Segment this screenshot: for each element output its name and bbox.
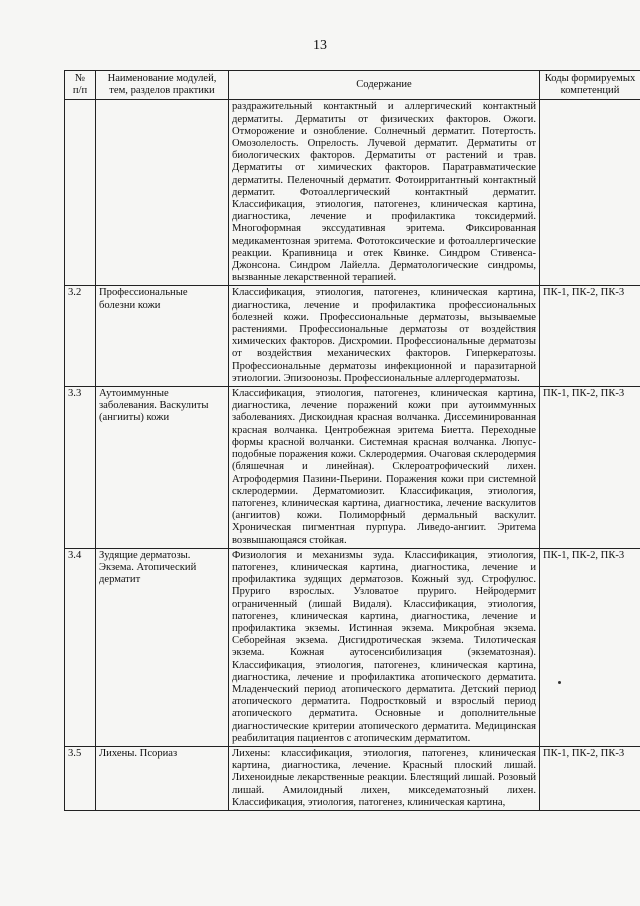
row-name: Профессиональные болезни кожи: [96, 286, 229, 387]
row-codes: [540, 100, 640, 286]
row-content: Лихены: классификация, этиология, патогенез, клиническая картина, диагностика, лечение. Красный плоский лишай. Лихеноидные лекарственные реакции. Блестящий лишай. Розовый лишай. Амилоидный лихен, микседематозный лихен. Классификация, этиология, патогенез, клиническая картина,: [229, 746, 540, 810]
table-row: [65, 100, 640, 286]
table-row: [65, 286, 640, 387]
table-row: [65, 387, 640, 549]
row-content: раздражительный контактный и аллергический контактный дерматиты. Дерматиты от физических факторов. Ожоги. Отморожение и ознобление. Солнечный дерматит. Потертость. Омозолелость. Опрелость. Лучевой дерматит. Дерматиты от биологических факторов. Дерматиты от растений и трав. Дерматиты от химических факторов. Паратравматические дерматиты. Пеленочный дерматит. Фотоирритантный контактный дерматит. Фотоаллергический контактный дерматит. Классификация, этиология, патогенез, клиническая картина, диагностика, лечение и профилактика токсидермий. Многоформная экссудативная эритема. Фиксированная медикаментозная эритема. Фототоксические и фотоаллергические реакции. Крапивница и отек Квинке. Синдром Стивенса-Джонсона. Синдром Лайелла. Дерматологические синдромы, вызванные лекарственной терапией.: [229, 100, 540, 286]
row-num: 3.2: [65, 286, 96, 387]
row-content: Классификация, этиология, патогенез, клиническая картина, диагностика, лечение и профилактика профессиональных болезней кожи. Профессиональные дерматозы, вызываемые растениями. Профессиональные дерматозы от воздействия химических факторов. Дисхромии. Профессиональные дерматозы от воздействия механических факторов. Гиперкератозы. Профессиональные дерматозы инфекционной и паразитарной этиологии. Эпизоонозы. Профессиональные аллергодерматозы.: [229, 286, 540, 387]
curriculum-table: [64, 70, 640, 811]
table-row: [65, 548, 640, 746]
table-row: [65, 746, 640, 810]
row-name: Лихены. Псориаз: [96, 746, 229, 810]
row-num: 3.5: [65, 746, 96, 810]
header-codes: Коды формируемых компетенций: [540, 71, 640, 100]
row-codes: ПК-1, ПК-2, ПК-3: [540, 286, 640, 387]
row-name: Зудящие дерматозы. Экзема. Атопический дерматит: [96, 548, 229, 746]
row-num: 3.4: [65, 548, 96, 746]
row-num: 3.3: [65, 387, 96, 549]
table-header-row: [65, 71, 640, 100]
row-content: Классификация, этиология, патогенез, клиническая картина, диагностика, лечение поражений кожи при аутоиммунных заболеваниях. Дискоидная красная волчанка. Диссеминированная красная волчанка. Центробежная эритема Биетта. Переходные формы красной волчанки. Системная красная волчанка. Люпус-подобные поражения кожи. Склеродермия. Очаговая склеродермия (бляшечная и линейная). Склероатрофический лихен. Атрофодермия Пазини-Пьерини. Поражения кожи при системной склеродермии. Дерматомиозит. Классификация, этиология, патогенез, клиническая картина, диагностика, лечение васкулитов (ангиитов) кожи. Полиморфный дермальный васкулит. Хроническая пигментная пурпура. Ливедо-ангиит. Эритема возвышающаяся стойкая.: [229, 387, 540, 549]
row-content: Физиология и механизмы зуда. Классификация, этиология, патогенез, клиническая картина, диагностика, лечение и профилактика зудящих дерматозов. Кожный зуд. Строфулюс. Пруриго взрослых. Узловатое пруриго. Нейродермит ограниченный (лишай Видаля). Классификация, этиология, патогенез, клиническая картина, диагностика, лечение и профилактика экземы. Истинная экзема. Микробная экзема. Себорейная экзема. Дисгидротическая экзема. Тилотическая экзема. Кожная аутосенсибилизация (экзематозная). Классификация, этиология, патогенез, клиническая картина, диагностика, лечение и профилактика атопического дерматита. Младенческий период атопического дерматита. Детский период атопического дерматита. Подростковый и взрослый период атопического дерматита. Основные и дополнительные диагностические критерии атопического дерматита. Медицинская реабилитация пациентов с атопическим дерматитом.: [229, 548, 540, 746]
row-codes: ПК-1, ПК-2, ПК-3: [540, 387, 640, 549]
row-name: [96, 100, 229, 286]
row-num: [65, 100, 96, 286]
header-name: Наименование модулей, тем, разделов практики: [96, 71, 229, 100]
row-codes: ПК-1, ПК-2, ПК-3: [540, 746, 640, 810]
header-num: № п/п: [65, 71, 96, 100]
row-codes: ПК-1, ПК-2, ПК-3: [540, 548, 640, 746]
page-number: 13: [313, 38, 327, 53]
scan-dot-mark: [558, 681, 561, 684]
header-content: Содержание: [229, 71, 540, 100]
row-name: Аутоиммунные заболевания. Васкулиты (ангииты) кожи: [96, 387, 229, 549]
